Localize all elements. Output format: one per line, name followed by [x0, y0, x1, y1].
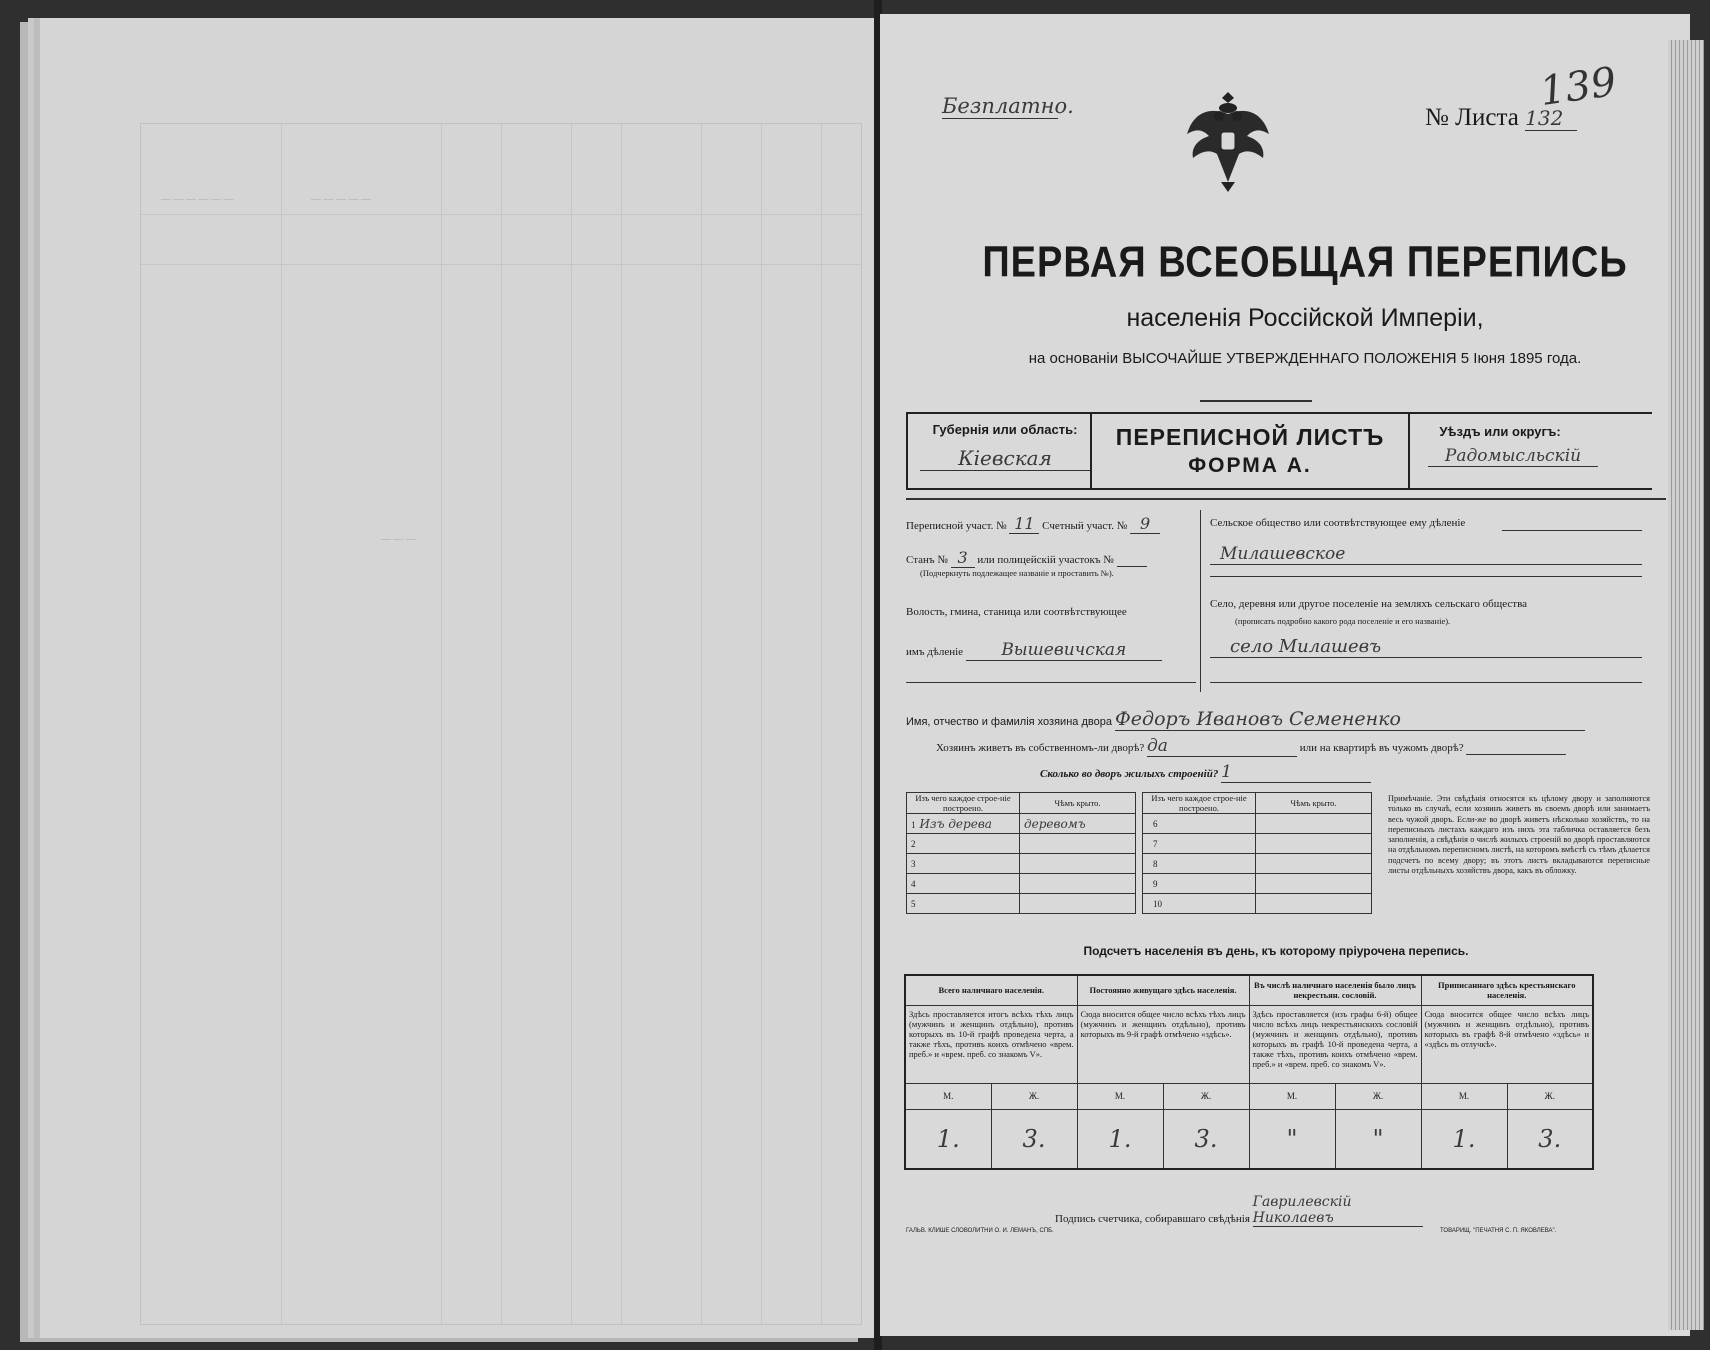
- pop-col-3-desc: Здѣсь проставляется (изъ графы 6-й) общее число всѣхъ лицъ некрестьянскихъ сословій (мужчинъ и женщинъ отдѣльно), противъ которыхъ въ графѣ 10-й проведена черта, а также тѣхъ, противъ коихъ отмѣчено «врем. преб.» и «врем. преб. со знакомъ V».: [1249, 1005, 1421, 1083]
- village-note: (прописать подробно какого рода поселеніе и его названіе).: [1235, 616, 1451, 626]
- form-subtitle: населенія Россійской Имперіи,: [1126, 304, 1484, 332]
- underline-note: (Подчеркнуть подлежащее названіе и проставить №).: [920, 568, 1114, 578]
- col-material-header: Изъ чего каждое строе-ніе построено.: [1143, 793, 1256, 814]
- society-label: Сельское общество или соотвѣтствующее ему дѣленіе: [1210, 517, 1466, 529]
- owner-field: [906, 708, 1585, 731]
- f-label: Ж.: [1507, 1083, 1593, 1109]
- free-label: Безплатно.: [942, 94, 1074, 118]
- form-type-subtitle: ФОРМА А.: [1188, 454, 1312, 477]
- m-label: М.: [905, 1083, 991, 1109]
- village-label: Село, деревня или другое поселеніе на земляхъ сельскаго общества: [1210, 598, 1528, 610]
- pop-col-4-female: 3.: [1507, 1109, 1593, 1169]
- sheet-number-value: 132: [1525, 106, 1577, 131]
- gubernia-value: Кiевская: [920, 446, 1090, 471]
- col-material-header: Изъ чего каждое строе-ніе построено.: [907, 793, 1020, 814]
- left-page-ghost-grid: — — — — — — — — — — — — — —: [140, 123, 862, 1325]
- pop-col-3-female: ": [1335, 1109, 1421, 1169]
- pop-col-3-title: Въ числѣ наличнаго населенія было лицъ некрестьян. сословій.: [1249, 975, 1421, 1005]
- pop-col-4-title: Приписаннаго здѣсь крестьянскаго населенія.: [1421, 975, 1593, 1005]
- buildings-table-left: [906, 792, 1136, 914]
- f-label: Ж.: [991, 1083, 1077, 1109]
- form-type-title: ПЕРЕПИСНОЙ ЛИСТЪ: [1115, 424, 1385, 450]
- own-house-value: да: [1147, 736, 1297, 757]
- population-table: [904, 974, 1594, 1170]
- row-roof: деревомъ: [1020, 814, 1136, 834]
- pop-col-1-desc: Здѣсь проставляется итогъ всѣхъ тѣхъ лицъ (мужчинъ и женщинъ отдѣльно), противъ которыхъ въ 10-й графѣ проведена черта, а также тѣхъ, противъ коихъ отмѣчено «врем. преб.» и «врем. преб. со знакомъ V».: [905, 1005, 1077, 1083]
- pop-col-4-male: 1.: [1421, 1109, 1507, 1169]
- legal-basis-line: на основаніи ВЫСОЧАЙШЕ УТВЕРЖДЕННАГО ПОЛОЖЕНІЯ 5 Іюня 1895 года.: [1028, 350, 1582, 367]
- pop-col-2-female: 3.: [1163, 1109, 1249, 1169]
- own-house-field: [936, 736, 1566, 757]
- row-number: 5: [911, 898, 916, 909]
- row-number: 10: [1153, 898, 1162, 909]
- owner-label: Имя, отчество и фамилія хозяина двора: [906, 716, 1112, 728]
- census-district-label: Переписной участ. №: [906, 520, 1007, 532]
- society-value: Милашевское: [1210, 544, 1642, 565]
- row-number: 7: [1153, 838, 1158, 849]
- stan-field: [906, 548, 1147, 568]
- gubernia-label: Губернія или область:: [932, 422, 1078, 437]
- table-row: [907, 834, 1136, 854]
- signature-label: Подпись счетчика, собиравшаго свѣдѣнія: [1055, 1213, 1250, 1225]
- stacked-page-edges: [1668, 40, 1704, 1330]
- signature-value: Гаврилевскiй Николаевъ: [1253, 1194, 1423, 1227]
- owner-value: Федоръ Ивановъ Семененко: [1115, 708, 1585, 731]
- pop-col-4-desc: Сюда вносится общее число всѣхъ лицъ (мужчинъ и женщинъ отдѣльно), противъ которыхъ въ графѣ 8-й отмѣчено «здѣсь» и «здѣсь въ отлучкѣ».: [1421, 1005, 1593, 1083]
- buildings-value: 1: [1221, 762, 1371, 783]
- volost-field: [906, 640, 1162, 661]
- census-district-field: [906, 514, 1160, 534]
- table-row: [1143, 894, 1372, 914]
- signature-field: [1055, 1194, 1423, 1227]
- left-page: [40, 18, 878, 1338]
- row-number: 1: [911, 819, 916, 830]
- row-number: 8: [1153, 858, 1158, 869]
- form-title: ПЕРВАЯ ВСЕОБЩАЯ ПЕРЕПИСЬ: [982, 238, 1628, 288]
- m-label: М.: [1077, 1083, 1163, 1109]
- row-number: 4: [911, 878, 916, 889]
- imperial-eagle-emblem: [1183, 86, 1273, 196]
- col-roof-header: Чѣмъ крыто.: [1020, 793, 1136, 814]
- table-row: [1143, 874, 1372, 894]
- m-label: М.: [1249, 1083, 1335, 1109]
- volost-label: Волость, гмина, станица или соотвѣтствующее: [906, 606, 1127, 618]
- sheet-label-text: № Листа: [1425, 104, 1519, 131]
- volost-value: Вышевичская: [966, 640, 1162, 661]
- col-roof-header: Чѣмъ крыто.: [1256, 793, 1372, 814]
- population-heading: Подсчетъ населенія въ день, къ которому пріурочена перепись.: [1083, 944, 1469, 958]
- pop-col-1-title: Всего наличнаго населенія.: [905, 975, 1077, 1005]
- volost-label-2: имъ дѣленіе: [906, 646, 964, 658]
- table-row: [907, 814, 1136, 834]
- row-number: 9: [1153, 878, 1158, 889]
- m-label: М.: [1421, 1083, 1507, 1109]
- footer-right: ТОВАРИЩ. "ПЕЧАТНЯ С. П. ЯКОВЛЕВА".: [1440, 1228, 1557, 1234]
- village-value: село Милашевъ: [1210, 636, 1642, 658]
- stan-value: 3: [951, 548, 975, 568]
- count-district-label: Счетный участ. №: [1042, 520, 1128, 532]
- pop-col-1-female: 3.: [991, 1109, 1077, 1169]
- pop-col-2-male: 1.: [1077, 1109, 1163, 1169]
- rent-label: или на квартирѣ въ чужомъ дворѣ?: [1299, 742, 1464, 754]
- table-row: [1143, 834, 1372, 854]
- row-number: 2: [911, 838, 916, 849]
- details-divider: [1200, 510, 1201, 692]
- ornament-divider: [1200, 400, 1312, 402]
- pop-col-2-desc: Сюда вносится общее число всѣхъ тѣхъ лицъ (мужчинъ и женщинъ отдѣльно), противъ которыхъ въ 9-й графѣ отмѣчено «здѣсь».: [1077, 1005, 1249, 1083]
- table-row: [907, 874, 1136, 894]
- own-house-label: Хозяинъ живетъ въ собственномъ-ли дворѣ?: [936, 742, 1145, 754]
- uezd-value: Радомысльскiй: [1428, 446, 1598, 467]
- table-row: [1143, 854, 1372, 874]
- sheet-stamp-number: 139: [1537, 58, 1620, 116]
- uezd-label: Уѣздъ или округъ:: [1439, 424, 1561, 439]
- row-number: 3: [911, 858, 916, 869]
- police-district-label: или полицейскій участокъ №: [977, 554, 1114, 566]
- f-label: Ж.: [1335, 1083, 1421, 1109]
- pop-col-2-title: Постоянно живущаго здѣсь населенія.: [1077, 975, 1249, 1005]
- census-district-value: 11: [1009, 514, 1039, 534]
- census-form-page: [880, 14, 1690, 1336]
- pop-col-1-male: 1.: [905, 1109, 991, 1169]
- count-district-value: 9: [1130, 514, 1160, 534]
- buildings-table-right: [1142, 792, 1372, 914]
- buildings-field: [1040, 762, 1371, 783]
- table-row: [907, 894, 1136, 914]
- buildings-note: Примѣчаніе. Эти свѣдѣнія относятся къ цѣлому двору и заполняются только въ случаѣ, если хозяинъ живетъ въ своемъ дворѣ или занимаетъ весь чужой дворъ. Если-же во дворѣ живетъ нѣсколько хозяйствъ, то на переписныхъ листахъ каждаго изъ нихъ эта табличка оставляется безъ заполненія, а свѣдѣнія о числѣ жилыхъ строеній во дворѣ проставляются на отдѣльномъ переписномъ листѣ, на которомъ вмѣстѣ съ тѣмъ дѣлается подсчетъ по всему двору; въ этотъ листъ вкладываются переписные листы отдѣльныхъ хозяйствъ двора, какъ въ обложку.: [1388, 794, 1650, 876]
- f-label: Ж.: [1163, 1083, 1249, 1109]
- row-material: Изъ дерева: [919, 816, 992, 831]
- row-number: 6: [1153, 818, 1158, 829]
- table-row: [1143, 814, 1372, 834]
- table-row: [907, 854, 1136, 874]
- stan-label: Станъ №: [906, 554, 948, 566]
- pop-col-3-male: ": [1249, 1109, 1335, 1169]
- footer-left: ГАЛЬВ. КЛИШЕ СЛОВОЛИТНИ О. И. ЛЕМАНЪ, СПБ.: [906, 1228, 1054, 1234]
- buildings-label: Сколько во дворъ жилыхъ строеній?: [1040, 768, 1219, 780]
